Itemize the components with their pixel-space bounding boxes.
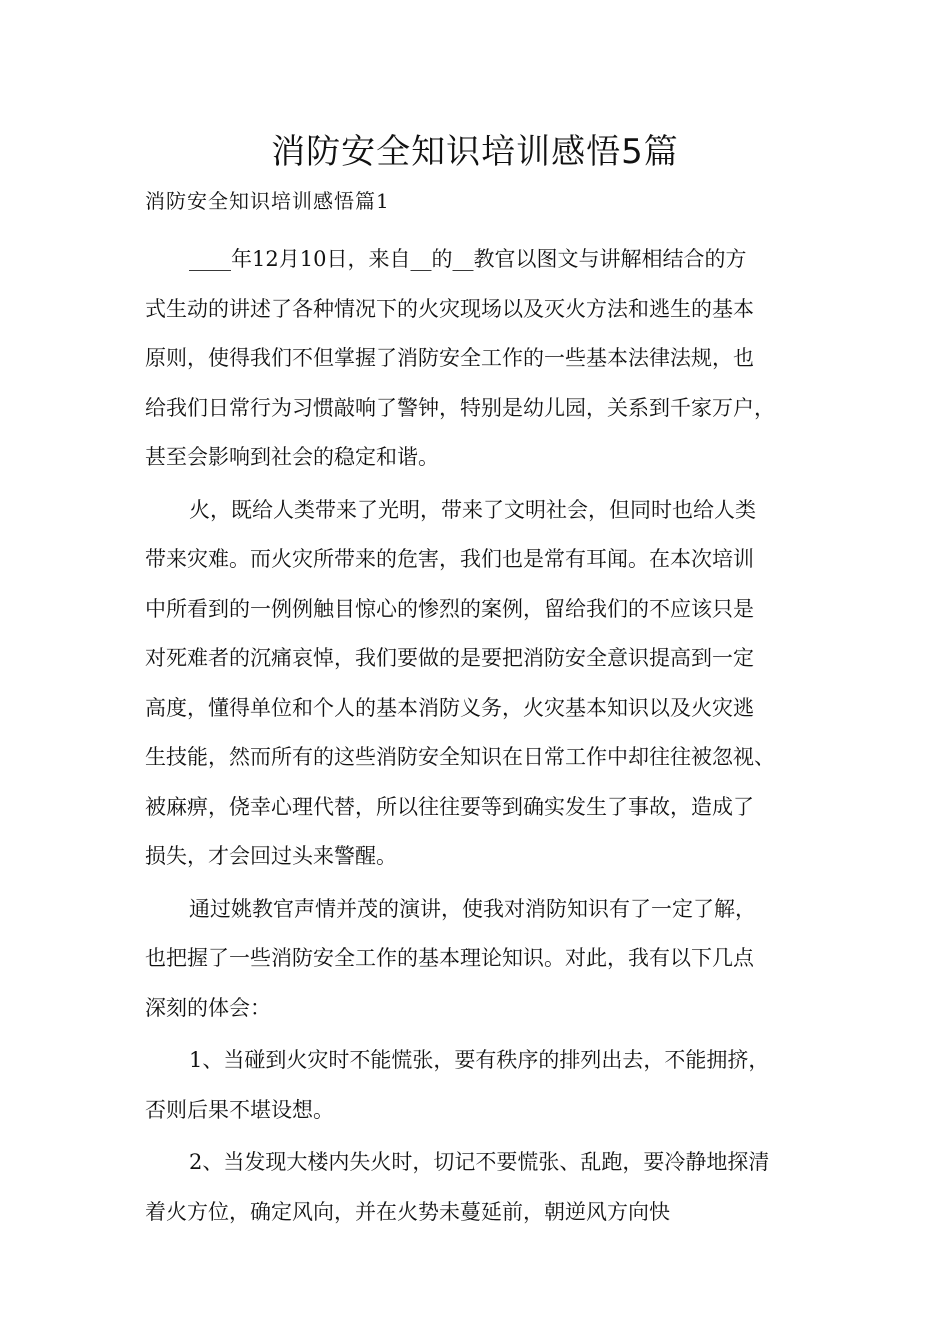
text-line: 甚至会影响到社会的稳定和谐。 [145, 445, 439, 469]
text-line: 式生动的讲述了各种情况下的火灾现场以及灭火方法和逃生的基本 [145, 296, 754, 321]
text-line: 给我们日常行为习惯敲响了警钟，特别是幼儿园，关系到千家万户， [145, 395, 775, 420]
text-line: 对死难者的沉痛哀悼，我们要做的是要把消防安全意识提高到一定 [145, 646, 754, 670]
text-line: 火，既给人类带来了光明，带来了文明社会，但同时也给人类 [189, 497, 756, 522]
text-line: 通过姚教官声情并茂的演讲，使我对消防知识有了一定了解， [189, 896, 756, 921]
document-title: 消防安全知识培训感悟5篇 [271, 132, 679, 172]
document-body [145, 235, 815, 1240]
section-heading: 消防安全知识培训感悟篇1 [145, 189, 390, 213]
text-line: 原则，使得我们不但掌握了消防安全工作的一些基本法律法规，也 [145, 346, 754, 370]
text-line: 带来灾难。而火灾所带来的危害，我们也是常有耳闻。在本次培训 [145, 547, 754, 571]
text-line: 深刻的体会： [145, 995, 271, 1020]
text-line: 损失，才会回过头来警醒。 [145, 844, 397, 868]
paragraph-2 [145, 486, 815, 882]
text-line: 1、当碰到火灾时不能慌张，要有秩序的排列出去，不能拥挤， [189, 1048, 770, 1072]
paragraph-5 [145, 1138, 815, 1237]
text-line: 否则后果不堪设想。 [145, 1097, 334, 1122]
text-line: 生技能，然而所有的这些消防安全知识在日常工作中却往往被忽视、 [145, 745, 775, 769]
text-line: 着火方位，确定风向，并在火势未蔓延前，朝逆风方向快 [145, 1199, 670, 1224]
text-line: 被麻痹，侥幸心理代替，所以往往要等到确实发生了事故，造成了 [145, 794, 754, 819]
paragraph-4 [145, 1036, 815, 1135]
paragraph-3 [145, 885, 815, 1034]
text-line: 也把握了一些消防安全工作的基本理论知识。对此，我有以下几点 [145, 946, 754, 970]
text-line: ____年12月10日，来自__的__教官以图文与讲解相结合的方 [189, 247, 747, 271]
paragraph-1 [145, 235, 815, 483]
text-line: 中所看到的一例例触目惊心的惨烈的案例，留给我们的不应该只是 [145, 596, 754, 621]
text-line: 高度，懂得单位和个人的基本消防义务，火灾基本知识以及火灾逃 [145, 695, 754, 720]
text-line: 2、当发现大楼内失火时，切记不要慌张、乱跑，要冷静地探清 [189, 1150, 770, 1174]
